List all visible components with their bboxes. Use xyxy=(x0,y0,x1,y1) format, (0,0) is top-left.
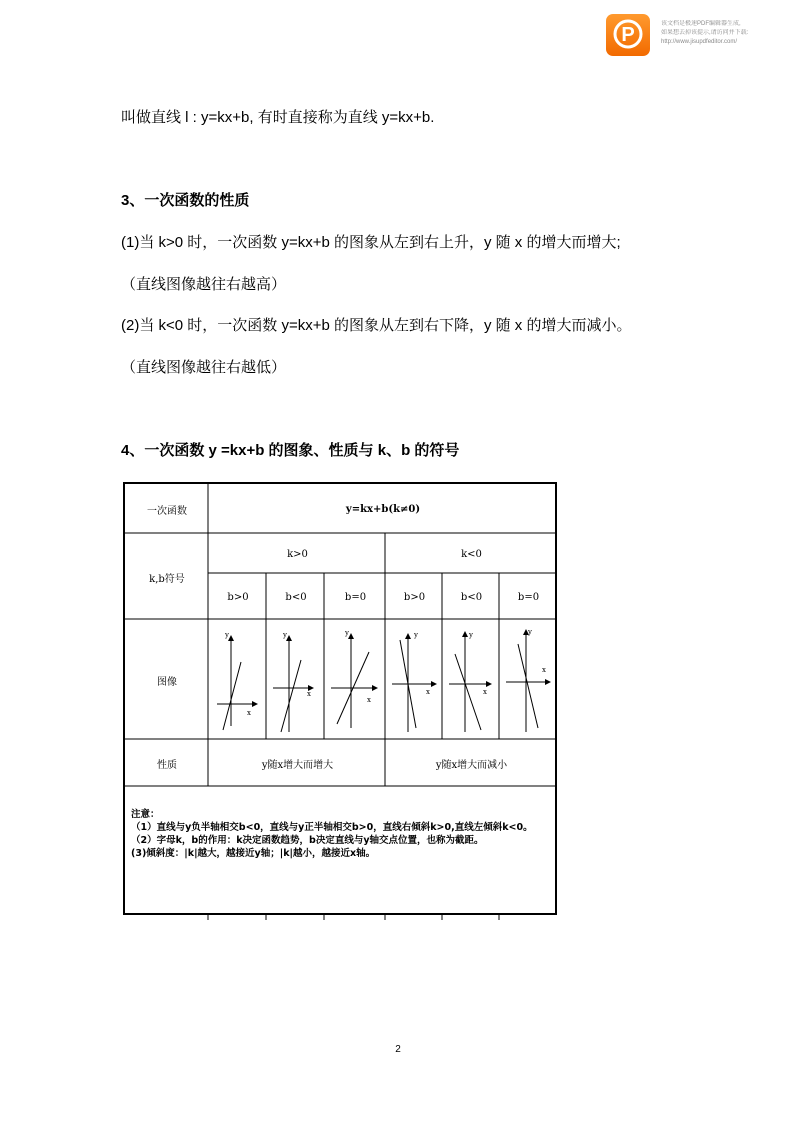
axis-label-x: x xyxy=(307,690,311,698)
axis-label-x: x xyxy=(542,666,546,674)
note-3: (3)倾斜度：|k|越大，越接近y轴；|k|越小，越接近x轴。 xyxy=(131,848,376,859)
linear-function-table xyxy=(123,482,557,915)
section-3-line-1: (1)当 k>0 时，一次函数 y=kx+b 的图象从左到右上升，y 随 x 的增大而增大; xyxy=(121,234,621,251)
axis-label-x: x xyxy=(247,709,251,717)
b-sign-cell: b>0 xyxy=(227,591,249,603)
axis-label-x: x xyxy=(483,688,487,696)
graph-sketches xyxy=(209,620,557,740)
graph-k-neg-b-zero xyxy=(506,628,550,732)
property-decrease: y随x增大而减小 xyxy=(435,760,508,771)
axis-label-y: y xyxy=(469,631,473,639)
section-3-heading: 3、一次函数的性质 xyxy=(121,192,250,209)
logo-icon xyxy=(606,14,650,56)
section-3-line-4: （直线图像越往右越低） xyxy=(121,359,287,376)
graph-k-pos-b-zero xyxy=(331,629,377,728)
graph-k-neg-b-neg xyxy=(449,631,491,732)
axis-label-y: y xyxy=(528,628,532,636)
property-increase: y随x增大而增大 xyxy=(261,760,334,771)
axis-label-y: y xyxy=(345,629,349,637)
graph-row-label: 图像 xyxy=(157,676,177,688)
axis-label-y: y xyxy=(225,631,229,639)
axis-label-x: x xyxy=(367,696,371,704)
b-sign-cell: b=0 xyxy=(517,591,540,603)
row1-label: 一次函数 xyxy=(147,505,187,517)
b-sign-cell: b<0 xyxy=(460,591,483,603)
pdf-editor-logo xyxy=(606,14,650,56)
b-sign-cell: b>0 xyxy=(403,591,426,603)
section-3-line-2: （直线图像越往右越高） xyxy=(121,276,287,293)
note-title: 注意： xyxy=(131,809,160,820)
watermark-line-1: 该文档是极速PDF编辑器生成, xyxy=(661,21,741,27)
axis-label-y: y xyxy=(283,631,287,639)
note-2: （2）字母k，b的作用：k决定函数趋势，b决定直线与y轴交点位置，也称为截距。 xyxy=(131,835,484,846)
watermark-line-2: 如果想去掉该提示,请访问并下载: xyxy=(661,30,749,36)
intro-line: 叫做直线 l : y=kx+b, 有时直接称为直线 y=kx+b. xyxy=(121,109,435,126)
section-4-heading: 4、一次函数 y =kx+b 的图象、性质与 k、b 的符号 xyxy=(121,442,460,459)
row1-value: y=kx+b(k≠0) xyxy=(345,503,421,515)
k-negative-header: k<0 xyxy=(461,548,482,560)
graph-k-pos-b-pos xyxy=(217,631,257,730)
b-sign-cell: b=0 xyxy=(344,591,367,603)
b-sign-cell: b<0 xyxy=(285,591,307,603)
graph-k-neg-b-pos xyxy=(392,631,436,732)
axis-label-x: x xyxy=(426,688,430,696)
logo-letter: P xyxy=(621,24,635,46)
property-row-label: 性质 xyxy=(157,760,177,771)
watermark-line-3: http://www.jisupdfeditor.com/ xyxy=(661,39,738,45)
watermark-text xyxy=(661,20,789,47)
row2-label: k,b符号 xyxy=(149,573,185,585)
note-1: （1）直线与y负半轴相交b<0，直线与y正半轴相交b>0，直线右倾斜k>0,直线左倾斜k<0。 xyxy=(131,822,533,833)
k-positive-header: k>0 xyxy=(287,548,308,560)
page-number: 2 xyxy=(395,1044,401,1055)
table-note xyxy=(131,808,551,860)
graph-k-pos-b-neg xyxy=(273,631,313,732)
section-3-line-3: (2)当 k<0 时，一次函数 y=kx+b 的图象从左到右下降，y 随 x 的增大而减小。 xyxy=(121,317,632,334)
axis-label-y: y xyxy=(414,631,418,639)
